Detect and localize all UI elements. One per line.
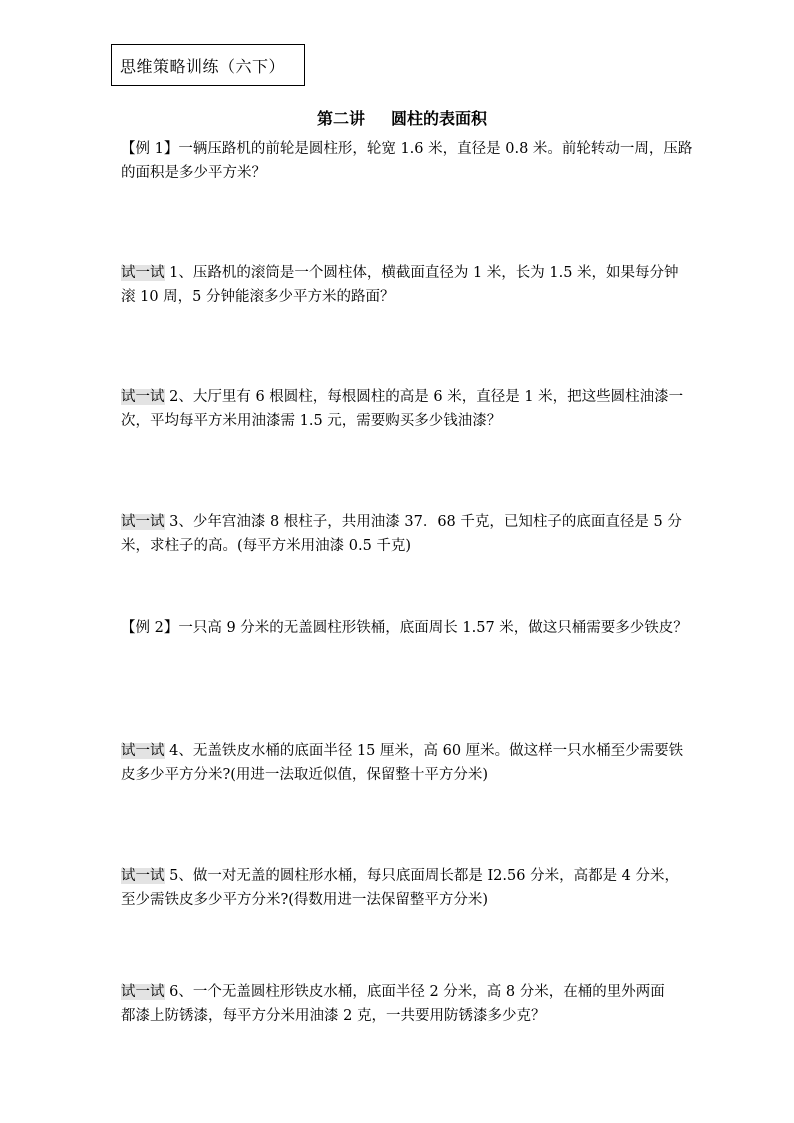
course-label-box xyxy=(111,44,305,86)
problem-text: 5、做一对无盖的圆柱形水桶，每只底面周长都是 I2.56 分米，高都是 4 分米，至少需铁皮多少平方分米?(得数用进一法保留整平方分米) xyxy=(121,868,680,908)
exercise-4 xyxy=(121,739,693,787)
try-tag: 试一试 xyxy=(121,984,165,1000)
problem-text: 1、压路机的滚筒是一个圆柱体，横截面直径为 1 米，长为 1.5 米，如果每分钟滚 10 周，5 分钟能滚多少平方米的路面？ xyxy=(121,265,679,305)
exercise-6 xyxy=(121,980,666,1028)
lesson-topic: 圆柱的表面积 xyxy=(391,109,488,128)
problem-text: 6、一个无盖圆柱形铁皮水桶，底面半径 2 分米，高 8 分米，在桶的里外两面都漆上防锈漆，每平方分米用油漆 2 克，一共要用防锈漆多少克？ xyxy=(121,984,665,1024)
try-tag: 试一试 xyxy=(121,868,165,884)
lesson-title xyxy=(0,106,794,129)
problem-text: 一辆压路机的前轮是圆柱形，轮宽 1.6 米，直径是 0.8 米。前轮转动一周，压路的面积是多少平方米？ xyxy=(121,141,693,181)
problem-text: 4、无盖铁皮水桶的底面半径 15 厘米，高 60 厘米。做这样一只水桶至少需要铁皮多少平方分米?(用进一法取近似值，保留整十平方分米) xyxy=(121,743,684,783)
try-tag: 试一试 xyxy=(121,389,165,405)
try-tag: 试一试 xyxy=(121,265,165,281)
example-tag: 【例 1】 xyxy=(121,141,179,157)
exercise-3 xyxy=(121,510,693,558)
try-tag: 试一试 xyxy=(121,743,165,759)
example-2 xyxy=(121,616,693,640)
course-label: 思维策略训练（六下） xyxy=(120,56,286,76)
example-1 xyxy=(121,137,693,185)
lesson-number: 第二讲 xyxy=(316,109,365,128)
problem-text: 一只高 9 分米的无盖圆柱形铁桶，底面周长 1.57 米，做这只桶需要多少铁皮？ xyxy=(178,620,688,636)
exercise-2 xyxy=(121,385,693,433)
problem-text: 2、大厅里有 6 根圆柱，每根圆柱的高是 6 米，直径是 1 米，把这些圆柱油漆一次，平均每平方米用油漆需 1.5 元，需要购买多少钱油漆？ xyxy=(121,389,684,429)
problem-text: 3、少年宫油漆 8 根柱子，共用油漆 37．68 千克，已知柱子的底面直径是 5 分米，求柱子的高。(每平方米用油漆 0.5 千克) xyxy=(121,514,682,554)
try-tag: 试一试 xyxy=(121,514,165,530)
example-tag: 【例 2】 xyxy=(121,620,179,636)
exercise-5 xyxy=(121,864,693,912)
exercise-1 xyxy=(121,261,693,309)
